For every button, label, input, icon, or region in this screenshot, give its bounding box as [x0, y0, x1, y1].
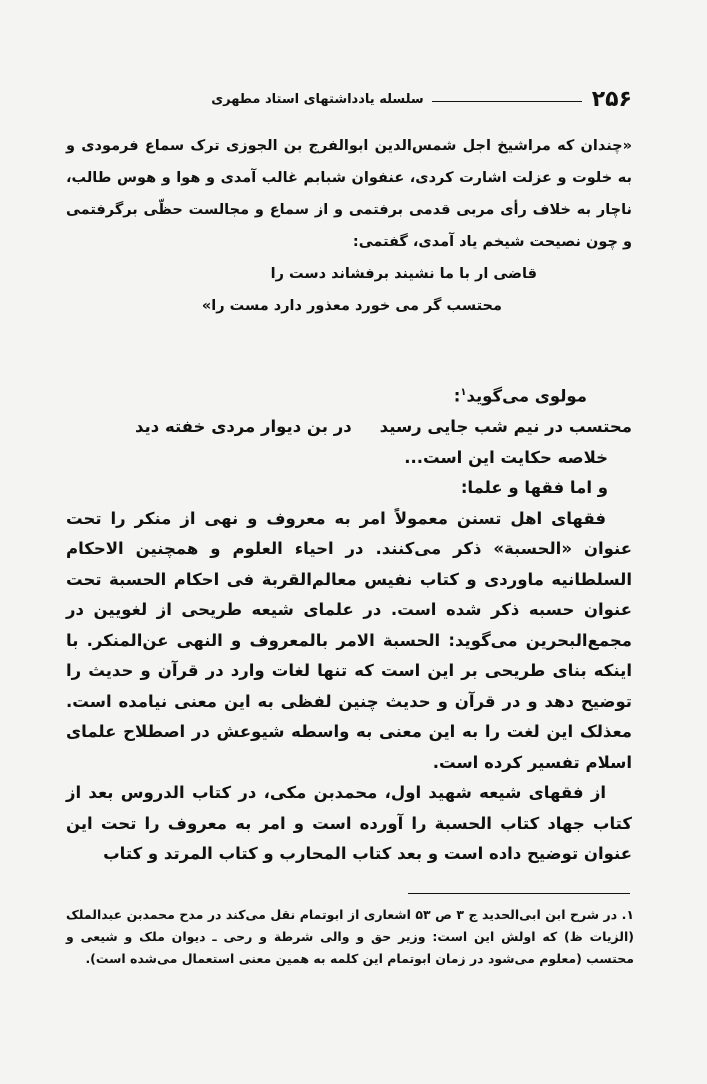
masnavi-verse [66, 412, 632, 443]
quote-block [66, 130, 632, 322]
molavi-intro-text: مولوی می‌گوید [466, 386, 587, 406]
quote-prose: «چندان که مراشیخ اجل شمس‌الدین ابوالفرج بن الجوزی ترک سماع فرمودی و به خلوت و عزلت اشارت کردی، عنفوان شبابم غالب آمدی و هوا و هوس طالب، ناچار به خلاف رأی مربی قدمی برفتمی و از سماع و مجالست حظّی برگرفتمی و چون نصیحت شیخم یاد آمدی، گفتمی: [66, 138, 632, 250]
main-text [66, 378, 632, 870]
header-rule [432, 101, 582, 102]
hemistich-2: در بن دیوار مردی خفته دید [135, 417, 352, 436]
verse-line-1: قاضی ار با ما نشیند برفشاند دست را [270, 266, 537, 282]
page-header [66, 84, 632, 114]
verse-line-2: محتسب گر می خورد معذور دارد مست را» [201, 298, 502, 314]
molavi-intro-colon: : [453, 386, 461, 406]
paragraph-hisba: فقهای اهل تسنن معمولاً امر به معروف و نهی از منکر را تحت عنوان «الحسبة» ذکر می‌کنند. در احیاء العلوم و همچنین الاحکام السلطانیه ماوردی و کتاب نفیس معالم‌القربة فی احکام الحسبة تحت عنوان حسبه ذکر شده است. در علمای شیعه طریحی از لغویین در مجمع‌البحرین می‌گوید: الحسبة الامر بالمعروف و النهی عن‌المنکر. با اینکه بنای طریحی بر این است که تنها لغات وارد در قرآن و حدیث را توضیح دهد و در قرآن و حدیث چنین لفظی به این معنی نیامده است. معذلک این لغت را به این معنی به واسطه شیوعش در اصطلاح علمای اسلام تفسیر کرده است. [66, 508, 632, 772]
footnote-ref: ۱ [460, 387, 467, 398]
molavi-intro [66, 378, 632, 412]
footnote-rule [408, 893, 630, 894]
footnote: ۱. در شرح ابن ابی‌الحدید ج ۳ ص ۵۳ اشعاری از ابوتمام نقل می‌کند در مدح محمدبن عبدالملک (الزیات ظ) که اولش این است: وزیر حق و والی شرطة و رحی ـ دیوان ملک و شیعی و محتسب (معلوم می‌شود در زمان ابوتمام این کلمه به همین معنی استعمال می‌شده است). [66, 907, 634, 966]
fuqaha-heading: و اما فقها و علما: [460, 478, 608, 497]
page-number: ۲۵۶ [591, 86, 632, 112]
story-summary: خلاصه حکایت این است... [404, 447, 608, 467]
paragraph-shahid-awwal: از فقهای شیعه شهید اول، محمدبن مکی، در کتاب الدروس بعد از کتاب جهاد کتاب الحسبة را آورده است و امر به معروف را تحت این عنوان توضیح داده است و بعد کتاب المحارب و کتاب المرتد و کتاب [66, 783, 632, 863]
hemistich-1: محتسب در نیم شب جایی رسید [379, 417, 632, 436]
series-title: سلسله یادداشتهای استاد مطهری [211, 91, 424, 107]
